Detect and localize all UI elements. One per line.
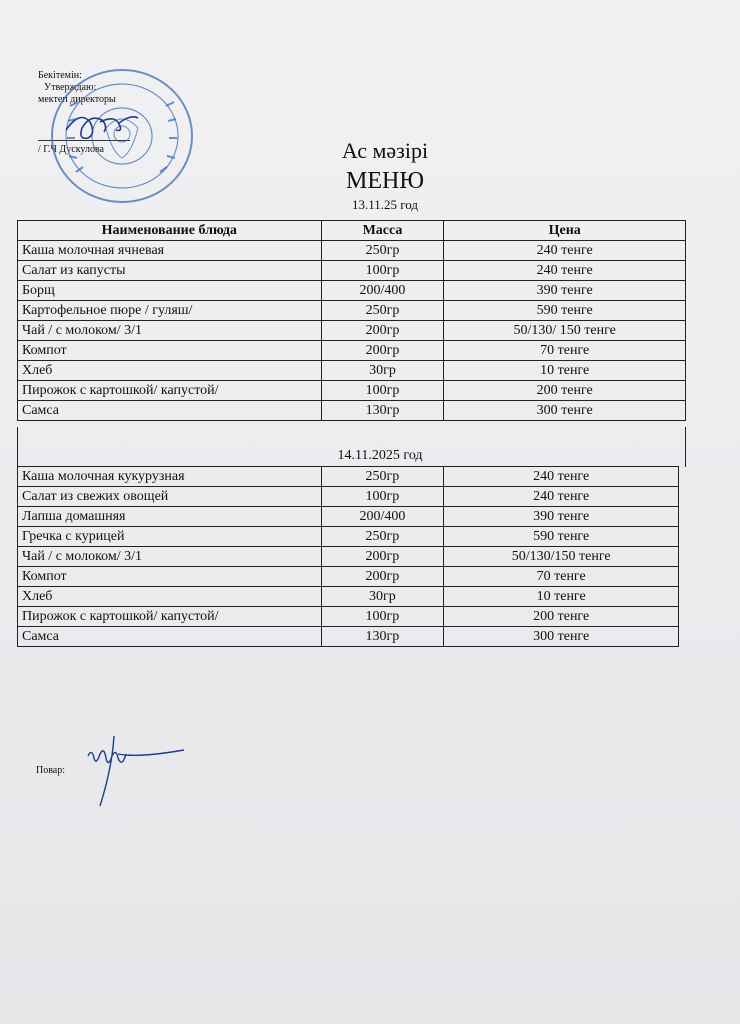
dish-mass-cell: 250гр	[321, 467, 444, 487]
dish-mass-cell: 130гр	[321, 401, 444, 421]
cook-signature-icon	[78, 728, 188, 810]
dish-mass-cell: 30гр	[321, 587, 444, 607]
dish-price-cell: 200 тенге	[444, 381, 686, 401]
dish-name-cell: Каша молочная кукурузная	[18, 467, 322, 487]
dish-mass-cell: 100гр	[321, 381, 444, 401]
dish-name-cell: Лапша домашняя	[18, 507, 322, 527]
table-row	[18, 567, 679, 587]
dish-price-cell: 10 тенге	[444, 361, 686, 381]
approval-director-name: / Г.Ч Дускулова	[38, 144, 104, 155]
dish-price-cell: 70 тенге	[444, 341, 686, 361]
column-header-name: Наименование блюда	[18, 221, 322, 241]
dish-mass-cell: 200/400	[321, 281, 444, 301]
dish-mass-cell: 200/400	[321, 507, 444, 527]
dish-name-cell: Чай / с молоком/ 3/1	[18, 547, 322, 567]
dish-mass-cell: 250гр	[321, 527, 444, 547]
dish-name-cell: Гречка с курицей	[18, 527, 322, 547]
dish-mass-cell: 100гр	[321, 261, 444, 281]
menu-date-1: 13.11.25 год	[351, 197, 418, 212]
dish-mass-cell: 250гр	[321, 301, 444, 321]
dish-mass-cell: 200гр	[321, 321, 444, 341]
dish-price-cell: 10 тенге	[444, 587, 679, 607]
dish-mass-cell: 200гр	[321, 567, 444, 587]
cook-label: Повар:	[36, 765, 66, 776]
dish-mass-cell: 200гр	[321, 341, 444, 361]
table-row	[18, 527, 679, 547]
approval-line-ru: Утверждаю:	[44, 82, 97, 93]
dish-mass-cell: 130гр	[321, 627, 444, 647]
table-row	[18, 507, 679, 527]
page-title-ru: МЕНЮ	[346, 168, 424, 194]
dish-price-cell: 50/130/150 тенге	[444, 547, 679, 567]
dish-name-cell: Чай / с молоком/ 3/1	[18, 321, 322, 341]
dish-price-cell: 70 тенге	[444, 567, 679, 587]
table-row	[18, 467, 679, 487]
dish-mass-cell: 30гр	[321, 361, 444, 381]
dish-price-cell: 590 тенге	[444, 301, 686, 321]
table-row	[18, 487, 679, 507]
dish-price-cell: 390 тенге	[444, 507, 679, 527]
table-row	[18, 241, 686, 261]
table-row	[18, 361, 686, 381]
dish-name-cell: Борщ	[18, 281, 322, 301]
table-row	[18, 607, 679, 627]
dish-price-cell: 240 тенге	[444, 241, 686, 261]
table-row	[18, 261, 686, 281]
dish-mass-cell: 200гр	[321, 547, 444, 567]
dish-price-cell: 240 тенге	[444, 487, 679, 507]
menu-date-2: 14.11.2025 год	[337, 448, 423, 463]
table-row	[18, 341, 686, 361]
table-row	[18, 381, 686, 401]
dish-name-cell: Компот	[18, 341, 322, 361]
table-row	[18, 281, 686, 301]
dish-price-cell: 240 тенге	[444, 261, 686, 281]
table-row	[18, 321, 686, 341]
dish-name-cell: Салат из свежих овощей	[18, 487, 322, 507]
dish-price-cell: 50/130/ 150 тенге	[444, 321, 686, 341]
dish-mass-cell: 100гр	[321, 607, 444, 627]
column-header-price: Цена	[444, 221, 686, 241]
page-title-kz: Ас мәзірі	[341, 138, 429, 163]
dish-name-cell: Компот	[18, 567, 322, 587]
dish-name-cell: Самса	[18, 401, 322, 421]
menu-table-day1	[17, 220, 686, 421]
dish-name-cell: Пирожок с картошкой/ капустой/	[18, 607, 322, 627]
dish-name-cell: Хлеб	[18, 361, 322, 381]
dish-name-cell: Картофельное пюре / гуляш/	[18, 301, 322, 321]
approval-position: мектеп директоры	[38, 94, 116, 105]
table-header-row	[18, 221, 686, 241]
approval-line-kz: Бекітемін:	[38, 70, 82, 81]
dish-mass-cell: 250гр	[321, 241, 444, 261]
column-header-mass: Масса	[321, 221, 444, 241]
table-row	[18, 401, 686, 421]
dish-mass-cell: 100гр	[321, 487, 444, 507]
dish-price-cell: 300 тенге	[444, 401, 686, 421]
dish-name-cell: Пирожок с картошкой/ капустой/	[18, 381, 322, 401]
menu-table-day2	[17, 466, 679, 647]
dish-name-cell: Салат из капусты	[18, 261, 322, 281]
table-row	[18, 301, 686, 321]
dish-name-cell: Самса	[18, 627, 322, 647]
table-row	[18, 547, 679, 567]
dish-price-cell: 240 тенге	[444, 467, 679, 487]
dish-price-cell: 390 тенге	[444, 281, 686, 301]
dish-name-cell: Каша молочная ячневая	[18, 241, 322, 261]
table-row	[18, 587, 679, 607]
dish-name-cell: Хлеб	[18, 587, 322, 607]
dish-price-cell: 200 тенге	[444, 607, 679, 627]
dish-price-cell: 590 тенге	[444, 527, 679, 547]
table-row	[18, 627, 679, 647]
dish-price-cell: 300 тенге	[444, 627, 679, 647]
